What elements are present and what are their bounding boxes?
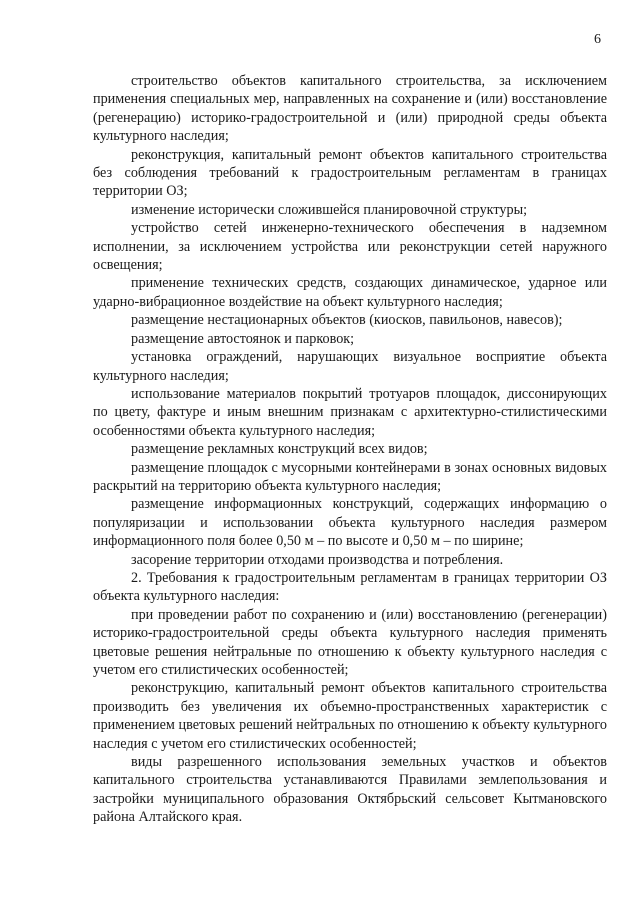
paragraph-5: применение технических средств, создающих динамическое, ударное или ударно-вибрационное воздействие на объект культурного наследия; <box>93 275 607 310</box>
paragraph-15: при проведении работ по сохранению и (или) восстановлению (регенерации) историко-градостроительной среды объекта культурного наследия применять цветовые решения нейтральные по отношению к объекту культурного наследия с учетом его стилистических особенностей; <box>93 606 607 678</box>
document-body <box>93 72 607 827</box>
paragraph-1: строительство объектов капитального строительства, за исключением применения специальных мер, направленных на сохранение и (или) восстановление (регенерацию) историко-градостроительной и (или) природной среды объекта культурного наследия; <box>93 73 607 145</box>
paragraph-8: установка ограждений, нарушающих визуальное восприятие объекта культурного наследия; <box>93 349 607 384</box>
paragraph-2: реконструкция, капитальный ремонт объектов капитального строительства без соблюдения требований к градостроительным регламентам в границах территории ОЗ; <box>93 146 607 200</box>
paragraph-6: размещение нестационарных объектов (киосков, павильонов, навесов); <box>131 312 563 329</box>
paragraph-12: размещение информационных конструкций, содержащих информацию о популяризации и использовании объекта культурного наследия размером информационного поля более 0,50 м – по высоте и 0,50 м – по ширине; <box>93 496 607 550</box>
page-number: 6 <box>594 32 601 47</box>
paragraph-13: засорение территории отходами производства и потребления. <box>131 551 504 568</box>
paragraph-17: виды разрешенного использования земельных участков и объектов капитального строительства устанавливаются Правилами землепользования и застройки муниципального образования Октябрьский сельсовет Кытмановского района Алтайского края. <box>93 754 607 826</box>
paragraph-10: размещение рекламных конструкций всех видов; <box>131 441 428 458</box>
paragraph-11: размещение площадок с мусорными контейнерами в зонах основных видовых раскрытий на территорию объекта культурного наследия; <box>93 459 607 494</box>
paragraph-16: реконструкцию, капитальный ремонт объектов капитального строительства производить без увеличения их объемно-пространственных характеристик с применением цветовых решений нейтральных по отношению к объекту культурного наследия с учетом его стилистических особенностей; <box>93 680 607 752</box>
paragraph-9: использование материалов покрытий тротуаров площадок, диссонирующих по цвету, фактуре и иным внешним признакам с архитектурно-стилистическими особенностями объекта культурного наследия; <box>93 385 607 439</box>
paragraph-3: изменение исторически сложившейся планировочной структуры; <box>131 201 528 218</box>
paragraph-14: 2. Требования к градостроительным регламентам в границах территории ОЗ объекта культурного наследия: <box>93 569 607 605</box>
paragraph-7: размещение автостоянок и парковок; <box>131 330 355 347</box>
paragraph-4: устройство сетей инженерно-технического обеспечения в надземном исполнении, за исключением устройства или реконструкции сетей наружного освещения; <box>93 220 607 274</box>
